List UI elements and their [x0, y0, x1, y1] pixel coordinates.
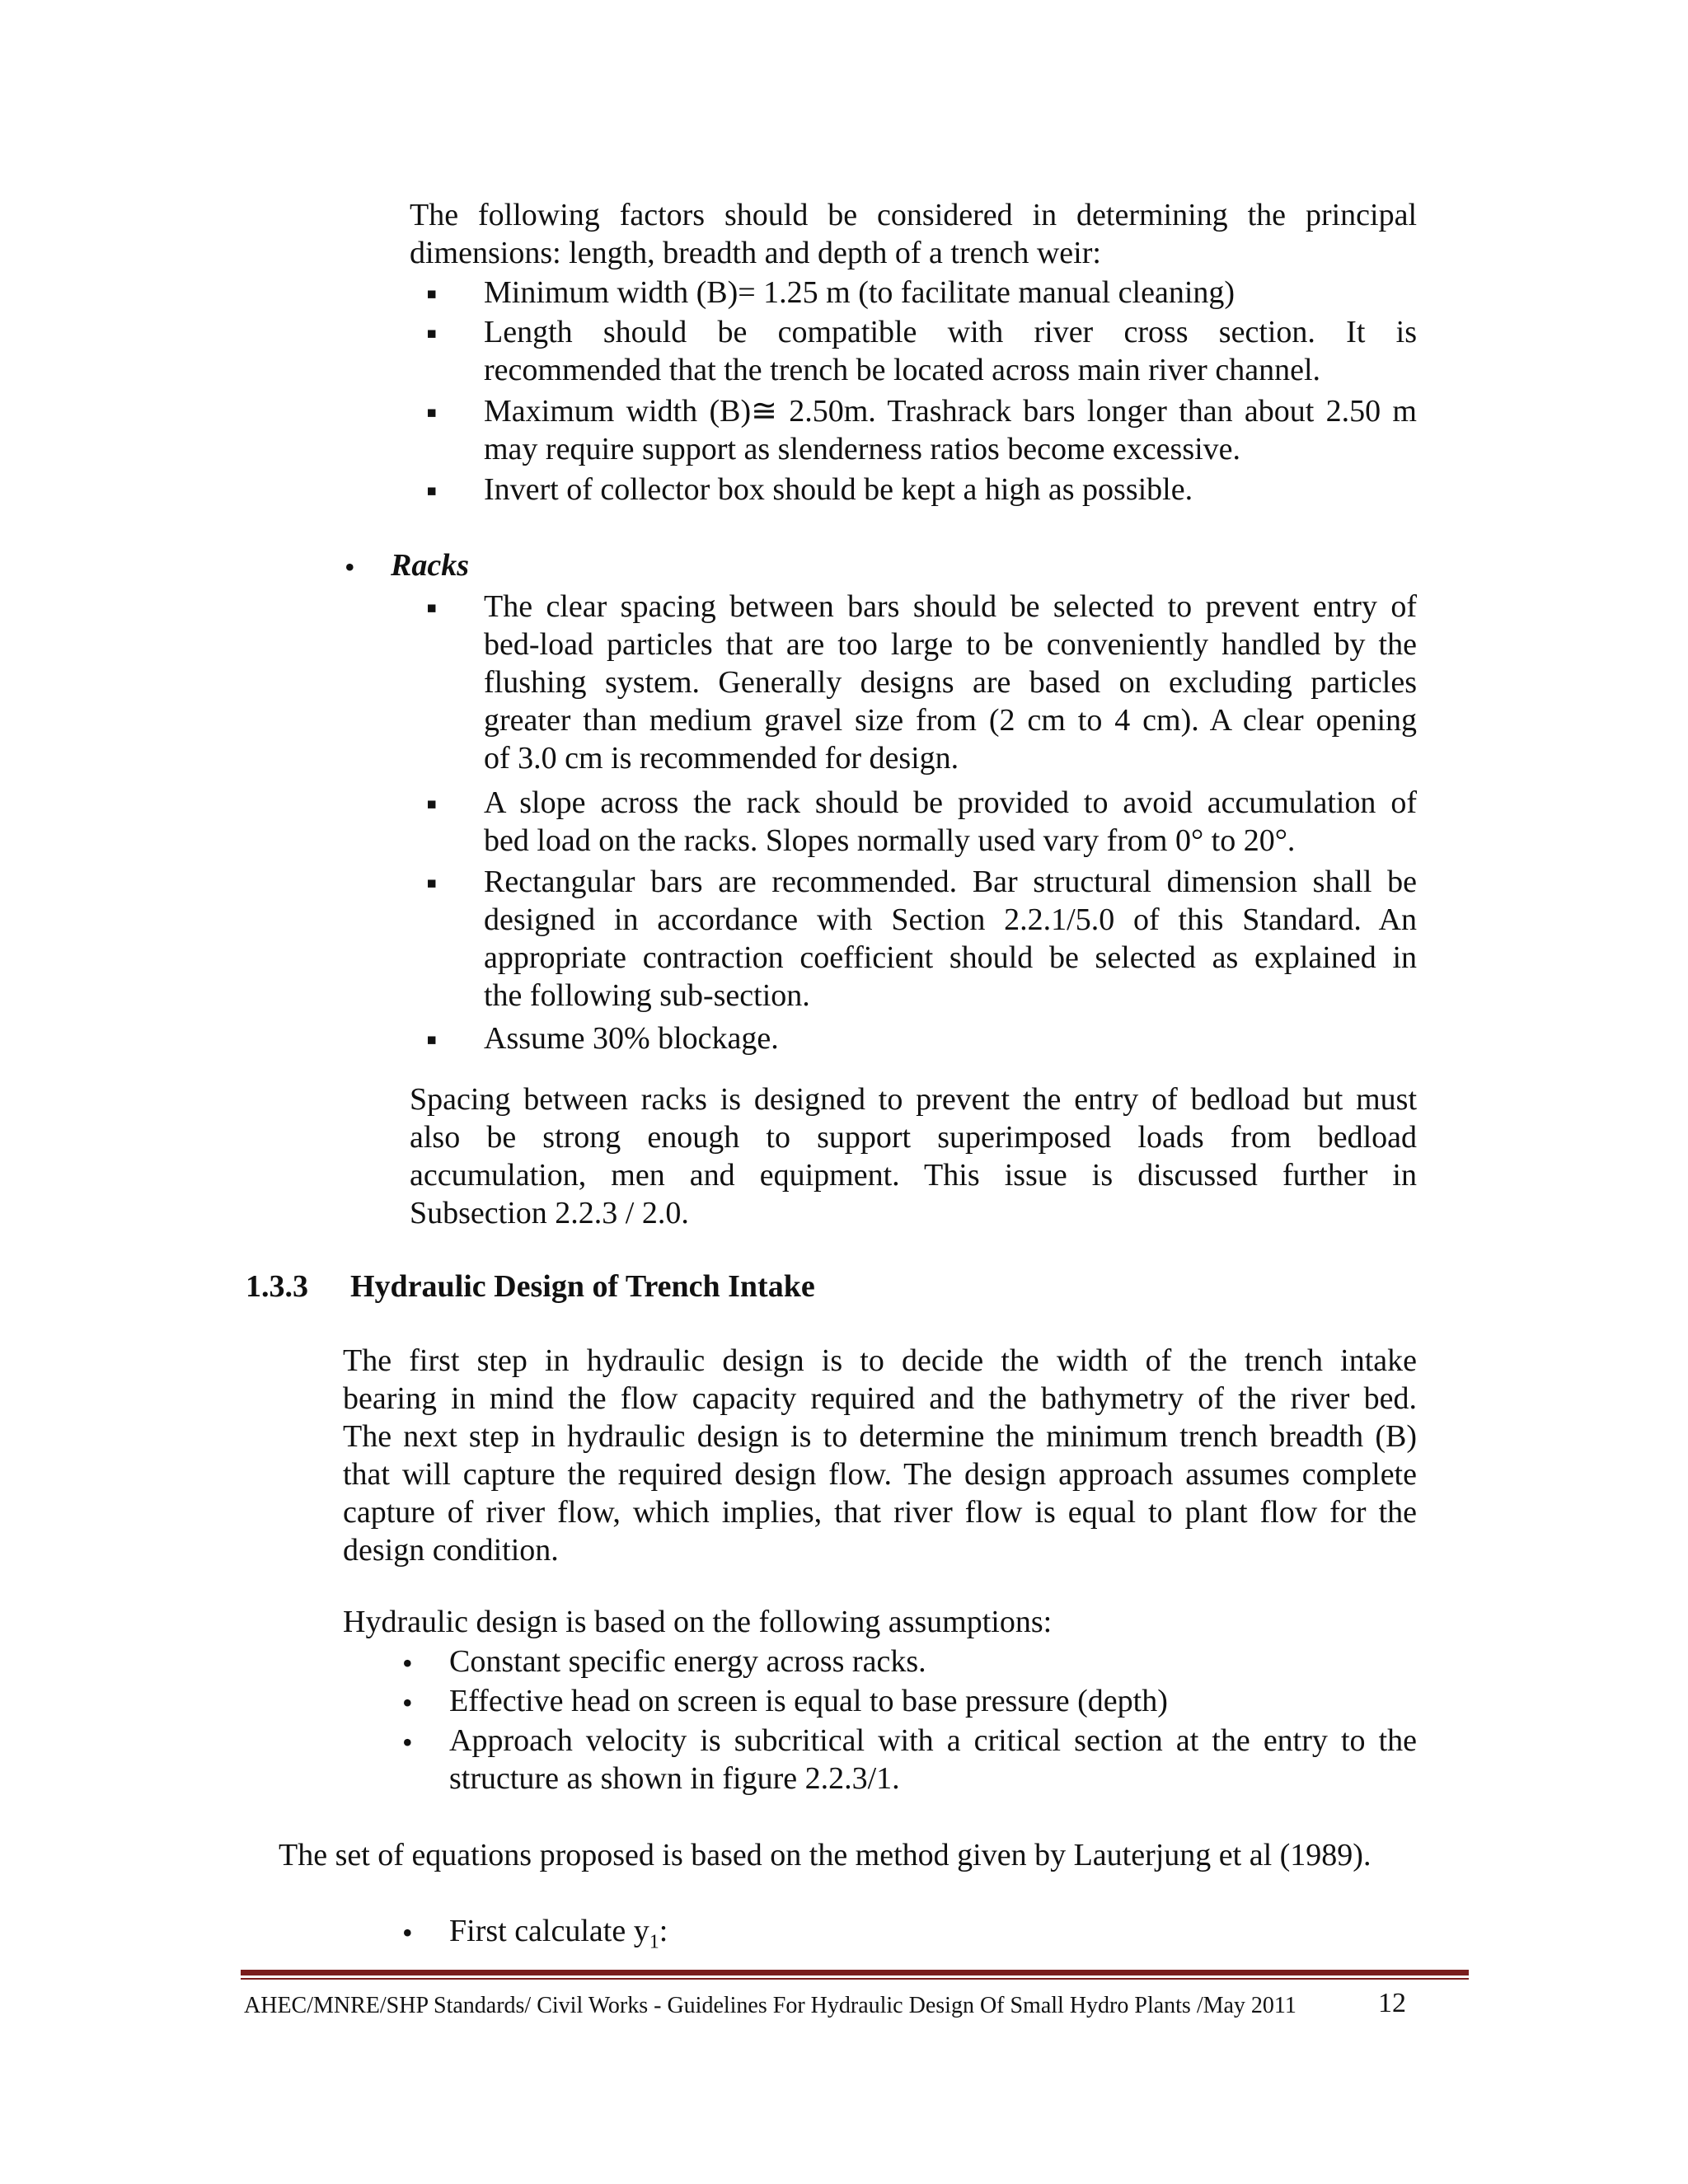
square-bullet-icon: ▪	[426, 316, 438, 351]
square-bullet-icon: ▪	[426, 866, 438, 901]
section-number: 1.3.3	[246, 1269, 308, 1304]
hydraulic-paragraph: The first step in hydraulic design is to decide the width of the trench intake bearing in mind the flow capacity required and the bathymetry of the river bed. The next step in hydraulic design is to determine the minimum trench breadth (B) that will capture the required design flow. The design approach assumes complete capture of river flow, which implies, that river flow is equal to plant flow for the design condition.	[343, 1343, 1417, 1568]
intro-line: The following factors should be considered in determining the principal	[410, 198, 1417, 232]
bullet-icon: •	[402, 1686, 413, 1719]
assumption-item: Effective head on screen is equal to base pressure (depth)	[449, 1684, 1168, 1718]
factor-item: Maximum width (B)≅ 2.50m. Trashrack bars longer than about 2.50 m may require support as slenderness ratios become excessive.	[484, 394, 1417, 466]
factor-item: Length should be compatible with river cross section. It is recommended that the trench be located across main river channel.	[484, 315, 1417, 387]
assumption-item: Constant specific energy across racks.	[449, 1644, 926, 1679]
factor-item: Minimum width (B)= 1.25 m (to facilitate manual cleaning)	[484, 275, 1236, 310]
assumption-item: Approach velocity is subcritical with a critical section at the entry to the structure as shown in figure 2.2.3/1.	[449, 1723, 1417, 1796]
intro-line: dimensions: length, breadth and depth of a trench weir:	[410, 236, 1101, 270]
square-bullet-icon: ▪	[426, 787, 438, 822]
racks-item: Assume 30% blockage.	[484, 1021, 779, 1056]
section-title: Hydraulic Design of Trench Intake	[350, 1269, 815, 1304]
square-bullet-icon: ▪	[426, 1023, 438, 1057]
footer-rule-thin	[241, 1978, 1469, 1980]
racks-heading: Racks	[391, 548, 469, 583]
bullet-icon: •	[345, 551, 355, 583]
equations-intro: The set of equations proposed is based on the method given by Lauterjung et al (1989).	[279, 1838, 1372, 1872]
spacing-paragraph: Spacing between racks is designed to prevent the entry of bedload but must also be strong enough to support superimposed loads from bedload accumulation, men and equipment. This issue is discussed further in Subsection 2.2.3 / 2.0.	[410, 1082, 1417, 1230]
footer-text: AHEC/MNRE/SHP Standards/ Civil Works - Guidelines For Hydraulic Design Of Small Hydro Plants /May 2011	[244, 1993, 1296, 2018]
bullet-icon: •	[402, 1916, 413, 1949]
intro-paragraph	[410, 196, 1417, 272]
first-calculate: First calculate $y_1$:	[449, 1914, 668, 1953]
bullet-icon: •	[402, 1726, 413, 1759]
bullet-icon: •	[402, 1647, 413, 1680]
square-bullet-icon: ▪	[426, 474, 438, 509]
square-bullet-icon: ▪	[426, 277, 438, 312]
square-bullet-icon: ▪	[426, 591, 438, 626]
assumptions-intro: Hydraulic design is based on the following assumptions:	[343, 1605, 1053, 1639]
racks-item: A slope across the rack should be provided to avoid accumulation of bed load on the racks. Slopes normally used vary from 0° to 20°.	[484, 785, 1417, 858]
footer-rule-thick	[241, 1970, 1469, 1975]
page-number: 12	[1378, 1988, 1406, 2018]
racks-item: The clear spacing between bars should be selected to prevent entry of bed-load particles that are too large to be conveniently handled by the flushing system. Generally designs are based on excluding particles greater than medium gravel size from (2 cm to 4 cm). A clear opening of 3.0 cm is recommended for design.	[484, 589, 1417, 776]
square-bullet-icon: ▪	[426, 396, 438, 430]
racks-item: Rectangular bars are recommended. Bar structural dimension shall be designed in accordance with Section 2.2.1/5.0 of this Standard. An appropriate contraction coefficient should be selected as explained in the following sub-section.	[484, 865, 1417, 1013]
factor-item: Invert of collector box should be kept a high as possible.	[484, 472, 1193, 507]
